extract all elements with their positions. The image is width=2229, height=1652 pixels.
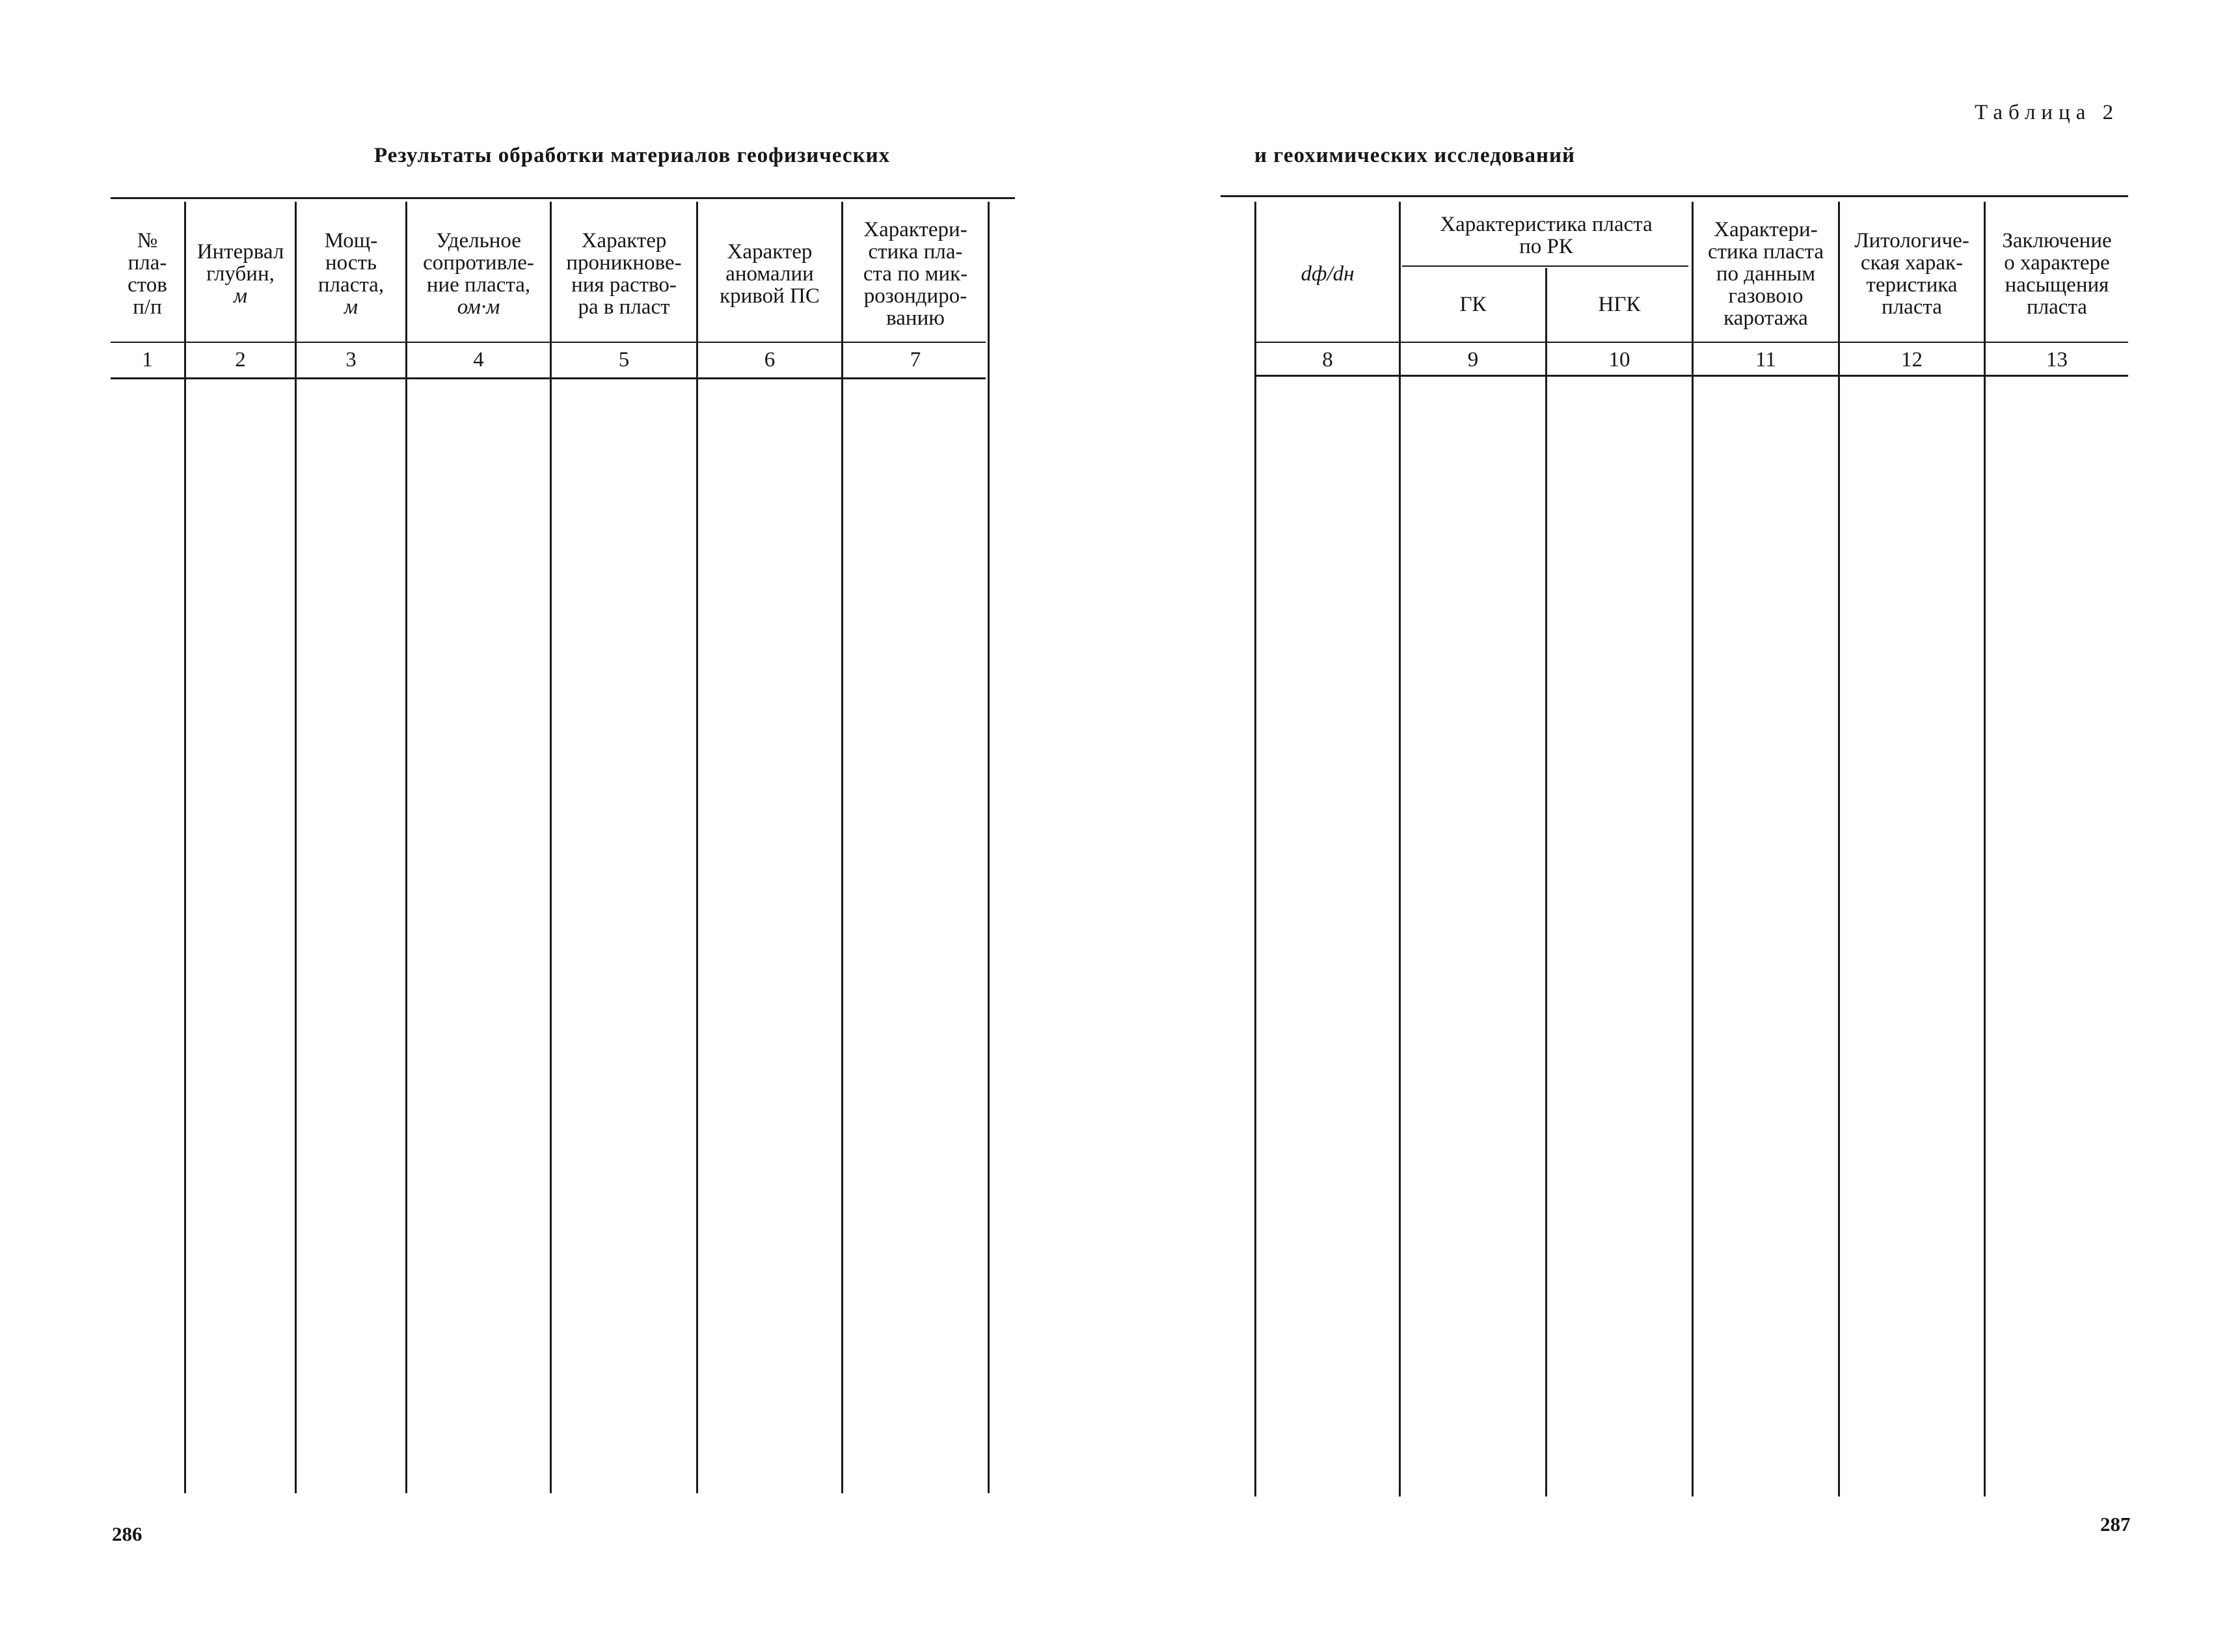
right-col-divider [1838, 202, 1840, 1496]
left-column-number: 2 [235, 348, 246, 372]
left-number-row-rule [111, 377, 986, 379]
left-header-unit: ом·м [457, 295, 500, 319]
left-col-divider [696, 202, 698, 1493]
right-column-number: 12 [1901, 348, 1923, 372]
right-header-cell-13: Заключение о характере насыщения пласта [2002, 228, 2112, 319]
table-title-left: Результаты обработки материалов геофизических [374, 144, 891, 167]
table-title-right: и геохимических исследований [1254, 144, 1575, 167]
right-col-divider [1692, 202, 1694, 1496]
right-col-divider [1984, 202, 1986, 1496]
left-header-cell-1: № пла- стов п/п [128, 228, 167, 319]
right-column-number: 13 [2046, 348, 2068, 372]
page-number-right: 287 [2100, 1513, 2131, 1536]
left-header-unit: м [344, 295, 358, 319]
right-header-cell-9: ГК [1459, 292, 1487, 316]
left-header-cell-2: Интервал глубин, м [196, 239, 284, 308]
right-table-top-rule [1221, 195, 2128, 197]
left-col-divider [841, 202, 843, 1493]
right-group-header-rule [1402, 265, 1688, 267]
table-label: Таблица 2 [1975, 101, 2120, 124]
left-header-cell-4: Удельное сопротивле- ние пласта, ом·м [423, 228, 534, 319]
left-header-cell-7: Характери- стика пла- ста по мик- розондиро- ванию [863, 217, 968, 330]
right-column-number: 8 [1322, 348, 1333, 372]
left-col-divider [988, 202, 990, 1493]
left-header-cell-6: Характер аномалии кривой ПС [720, 239, 820, 308]
left-header-bottom-rule [111, 342, 986, 343]
left-column-number: 6 [764, 348, 776, 372]
right-header-cell-8: dф/dн [1301, 262, 1355, 286]
right-col-divider [1545, 268, 1547, 1496]
left-col-divider [405, 202, 407, 1493]
right-column-number: 9 [1467, 348, 1479, 372]
right-header-cell-10: НГК [1598, 292, 1641, 316]
right-col-divider [1254, 202, 1256, 1496]
page-number-left: 286 [112, 1523, 142, 1545]
right-header-cell-11: Характери- стика пласта по данным газовоıо каротажа [1707, 217, 1824, 330]
left-table-top-rule [111, 197, 1015, 199]
left-column-number: 3 [345, 348, 357, 372]
left-col-divider [184, 202, 186, 1493]
left-column-number: 4 [473, 348, 484, 372]
left-column-number: 7 [910, 348, 921, 372]
left-col-divider [295, 202, 297, 1493]
right-header-group-rk: Характеристика пласта по РК [1440, 213, 1653, 258]
right-header-cell-12: Литологиче- ская харак- теристика пласта [1854, 228, 1969, 319]
left-header-cell-5: Характер проникнове- ния раство- ра в пласт [566, 228, 682, 319]
left-column-number: 1 [142, 348, 153, 372]
left-column-number: 5 [618, 348, 630, 372]
left-header-unit: м [233, 284, 248, 308]
right-column-number: 10 [1608, 348, 1630, 372]
left-col-divider [550, 202, 552, 1493]
left-header-cell-3: Мощ- ность пласта, м [317, 228, 385, 319]
right-col-divider [1399, 202, 1401, 1496]
right-column-number: 11 [1755, 348, 1776, 372]
